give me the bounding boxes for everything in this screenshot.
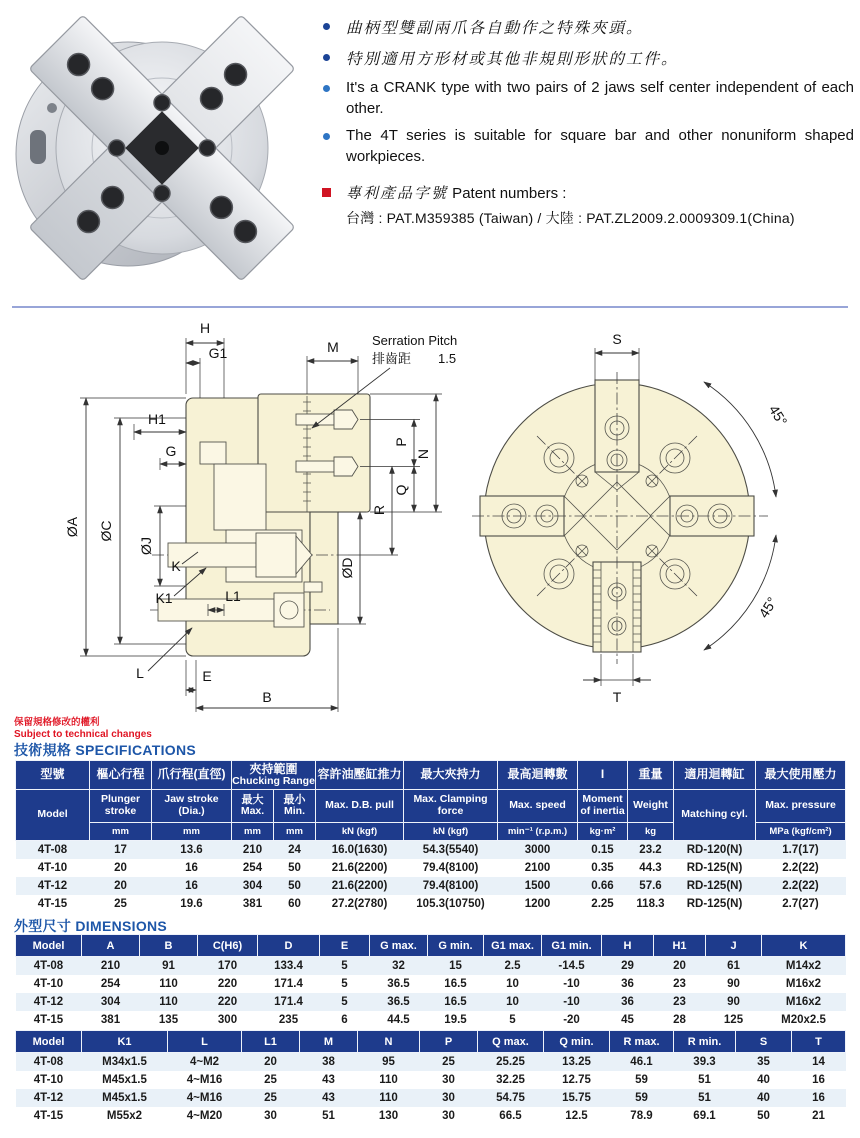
table-row: [16, 1107, 846, 1125]
value-cell: 10: [506, 978, 519, 990]
value-cell: 3000: [524, 844, 551, 856]
column-header: [232, 790, 274, 823]
value-cell: 66.5: [499, 1110, 522, 1122]
value-cell: 19.5: [444, 1014, 467, 1026]
unit-header: mm: [90, 823, 152, 841]
value-cell: 27.2(2780): [331, 898, 388, 910]
value-cell: 59: [635, 1092, 648, 1104]
value-cell: -10: [563, 978, 580, 990]
model-cell: 4T-12: [37, 880, 68, 892]
list-item: [320, 47, 854, 69]
value-cell: 2.5: [504, 960, 521, 972]
value-cell: 170: [217, 960, 238, 972]
column-header: Jaw stroke (Dia.): [152, 790, 232, 823]
column-header: Weight: [628, 790, 674, 823]
value-cell: 36.5: [387, 978, 410, 990]
model-cell: 4T-15: [37, 898, 68, 910]
value-cell: 171.4: [274, 996, 303, 1008]
value-cell: 16: [185, 862, 198, 874]
value-cell: 110: [379, 1092, 398, 1104]
value-cell: 25: [114, 898, 127, 910]
column-header: 最高迴轉數: [498, 761, 578, 790]
feature-text: 曲柄型雙副兩爪各自動作之特殊夾頭。: [346, 20, 644, 37]
column-header: R max.: [610, 1031, 674, 1053]
value-cell: 40: [757, 1092, 770, 1104]
value-cell: 36: [621, 996, 634, 1008]
unit-header: kg·m²: [578, 823, 628, 841]
value-cell: 13.6: [180, 844, 203, 856]
value-cell: 12.75: [562, 1074, 591, 1086]
value-cell: 59: [635, 1074, 648, 1086]
value-cell: 95: [382, 1056, 395, 1068]
value-cell: 43: [322, 1092, 335, 1104]
value-cell: 381: [100, 1014, 121, 1026]
column-header: 重量: [628, 761, 674, 790]
table-row: [16, 895, 846, 913]
unit-header: min⁻¹ (r.p.m.): [498, 823, 578, 841]
dim-label-s: S: [612, 331, 622, 347]
model-cell: 4T-10: [33, 978, 64, 990]
value-cell: 110: [379, 1074, 398, 1086]
unit-header: mm: [232, 823, 274, 841]
angle-label-upper: 45°: [765, 402, 791, 429]
column-header: M: [300, 1031, 358, 1053]
column-header: L1: [242, 1031, 300, 1053]
dim-label-b: B: [262, 689, 272, 705]
value-cell: M20x2.5: [781, 1014, 826, 1026]
column-header: Q max.: [478, 1031, 544, 1053]
serration-value: 1.5: [438, 351, 457, 366]
unit-header: kg: [628, 823, 674, 841]
value-cell: 381: [242, 898, 263, 910]
patent-numbers: 台灣 : PAT.M359385 (Taiwan) / 大陸 : PAT.ZL2009.2.0009309.1(China): [346, 209, 795, 226]
value-cell: 171.4: [274, 978, 303, 990]
value-cell: -14.5: [558, 960, 585, 972]
value-cell: 32.25: [496, 1074, 525, 1086]
value-cell: 79.4(8100): [422, 862, 479, 874]
value-cell: 0.35: [591, 862, 614, 874]
value-cell: 15.75: [562, 1092, 591, 1104]
table-row: [16, 841, 846, 860]
dimensions-table-2: [15, 1030, 846, 1125]
value-cell: 6: [341, 1014, 348, 1026]
table-row: [16, 877, 846, 895]
value-cell: 32: [392, 960, 405, 972]
model-cell: 4T-10: [33, 1074, 64, 1086]
column-header: Moment of inertia: [578, 790, 628, 823]
value-cell: 43: [322, 1074, 335, 1086]
dim-label-l: L: [136, 665, 144, 681]
value-cell: 25: [442, 1056, 455, 1068]
square-bullet-icon: [322, 188, 331, 197]
value-cell: 25: [264, 1092, 277, 1104]
column-header: J: [706, 935, 762, 957]
value-cell: 304: [100, 996, 121, 1008]
column-header: H1: [654, 935, 706, 957]
column-header: N: [358, 1031, 420, 1053]
side-view: [64, 320, 457, 712]
value-cell: 23: [673, 996, 686, 1008]
dim-label-e: E: [202, 668, 212, 684]
dim-label-p: P: [393, 437, 409, 447]
value-cell: 210: [242, 844, 263, 856]
column-header: G min.: [428, 935, 484, 957]
value-cell: 16: [185, 880, 198, 892]
value-cell: M14x2: [785, 960, 822, 972]
value-cell: 21.6(2200): [331, 862, 388, 874]
dim-label-g1: G1: [208, 345, 228, 361]
list-item: [320, 126, 854, 167]
column-header: 型號: [16, 761, 90, 790]
model-cell: 4T-08: [33, 960, 64, 972]
column-header: Max. speed: [498, 790, 578, 823]
value-cell: 16.5: [444, 996, 467, 1008]
value-cell: 28: [673, 1014, 686, 1026]
dim-label-m: M: [327, 339, 339, 355]
column-header: H: [602, 935, 654, 957]
bullet-icon: [323, 133, 330, 140]
column-header: I: [578, 761, 628, 790]
value-cell: 51: [322, 1110, 335, 1122]
value-cell: 1.7(17): [782, 844, 819, 856]
model-cell: 4T-15: [33, 1110, 64, 1122]
dim-label-dia-c: ØC: [98, 520, 114, 542]
note-en: Subject to technical changes: [14, 728, 152, 740]
dim-label-l1: L1: [225, 588, 241, 604]
dim-label-k1: K1: [155, 590, 173, 606]
value-cell: 50: [757, 1110, 770, 1122]
value-cell: 60: [288, 898, 301, 910]
value-cell: 5: [341, 978, 348, 990]
value-cell: 79.4(8100): [422, 880, 479, 892]
header-en: Chucking Range: [232, 774, 315, 787]
value-cell: 50: [288, 862, 301, 874]
column-header: K: [762, 935, 846, 957]
value-cell: 5: [341, 960, 348, 972]
value-cell: M45x1.5: [102, 1074, 147, 1086]
value-cell: 16.0(1630): [331, 844, 388, 856]
value-cell: 57.6: [639, 880, 662, 892]
dim-label-r: R: [371, 504, 387, 516]
value-cell: 50: [288, 880, 301, 892]
value-cell: 110: [159, 996, 178, 1008]
column-header: K1: [82, 1031, 168, 1053]
value-cell: 38: [322, 1056, 335, 1068]
column-header: Plunger stroke: [90, 790, 152, 823]
column-header: Q min.: [544, 1031, 610, 1053]
value-cell: 5: [509, 1014, 516, 1026]
feature-list: [320, 16, 854, 168]
value-cell: 44.3: [639, 862, 662, 874]
value-cell: 46.1: [630, 1056, 653, 1068]
table-row: [16, 993, 846, 1011]
column-header: [232, 761, 316, 790]
angle-label-lower: 45°: [755, 594, 781, 621]
value-cell: 4~M2: [189, 1056, 220, 1068]
patent-title-zh: 專利產品字號: [346, 185, 449, 202]
value-cell: 44.5: [387, 1014, 410, 1026]
column-header: [274, 790, 316, 823]
dim-label-g: G: [165, 443, 177, 459]
column-header: G max.: [370, 935, 428, 957]
dim-label-h1: H1: [148, 411, 166, 427]
column-header: E: [320, 935, 370, 957]
dim-label-dia-j: ØJ: [138, 537, 154, 555]
value-cell: RD-125(N): [686, 880, 743, 892]
serration-label-zh: 排齒距: [372, 351, 412, 366]
dim-label-n: N: [415, 448, 431, 460]
value-cell: 17: [114, 844, 127, 856]
dim-label-q: Q: [393, 484, 409, 496]
value-cell: 40: [757, 1074, 770, 1086]
value-cell: 29: [621, 960, 634, 972]
column-header: G1 min.: [542, 935, 602, 957]
value-cell: RD-125(N): [686, 862, 743, 874]
value-cell: 90: [727, 996, 740, 1008]
unit-header: mm: [274, 823, 316, 841]
value-cell: M16x2: [785, 978, 822, 990]
intro-section: [320, 16, 854, 228]
value-cell: 4~M16: [186, 1074, 223, 1086]
bullet-icon: [323, 23, 330, 30]
header-en: Max.: [240, 805, 265, 818]
value-cell: 304: [242, 880, 263, 892]
value-cell: 130: [378, 1110, 399, 1122]
table-row: [16, 1011, 846, 1029]
unit-header: kN (kgf): [316, 823, 404, 841]
table-row: [16, 1071, 846, 1089]
table-row: [16, 957, 846, 976]
table-row: [16, 975, 846, 993]
value-cell: 16: [812, 1092, 825, 1104]
value-cell: 30: [264, 1110, 277, 1122]
column-header: T: [792, 1031, 846, 1053]
value-cell: 20: [673, 960, 686, 972]
column-header: Model: [16, 1031, 82, 1053]
feature-text: It's a CRANK type with two pairs of 2 jaws self center independent of each other.: [346, 79, 854, 117]
dim-label-t: T: [612, 689, 622, 705]
unit-header: mm: [152, 823, 232, 841]
model-cell: 4T-10: [37, 862, 68, 874]
unit-header: kN (kgf): [404, 823, 498, 841]
value-cell: 300: [217, 1014, 238, 1026]
specifications-table: [15, 760, 846, 913]
column-header: A: [82, 935, 140, 957]
value-cell: 54.3(5540): [422, 844, 479, 856]
value-cell: M55x2: [106, 1110, 143, 1122]
feature-text: 特別適用方形材或其他非規則形狀的工件。: [346, 51, 679, 68]
value-cell: 15: [449, 960, 462, 972]
value-cell: 20: [264, 1056, 277, 1068]
column-header: S: [736, 1031, 792, 1053]
value-cell: 16.5: [444, 978, 467, 990]
value-cell: 105.3(10750): [416, 898, 485, 910]
value-cell: 54.75: [496, 1092, 525, 1104]
value-cell: 23: [673, 978, 686, 990]
value-cell: 21.6(2200): [331, 880, 388, 892]
value-cell: 45: [621, 1014, 634, 1026]
bullet-icon: [323, 54, 330, 61]
column-header: Model: [16, 935, 82, 957]
technical-drawing: [0, 314, 860, 718]
value-cell: 125: [723, 1014, 744, 1026]
value-cell: M45x1.5: [102, 1092, 147, 1104]
value-cell: 235: [278, 1014, 299, 1026]
value-cell: 30: [442, 1092, 455, 1104]
column-header: D: [258, 935, 320, 957]
value-cell: 21: [812, 1110, 825, 1122]
value-cell: 4~M16: [186, 1092, 223, 1104]
value-cell: 13.25: [562, 1056, 591, 1068]
column-header: Max. D.B. pull: [316, 790, 404, 823]
model-cell: 4T-08: [37, 844, 68, 856]
front-view: [472, 331, 791, 705]
value-cell: 12.5: [565, 1110, 588, 1122]
value-cell: 2.7(27): [782, 898, 819, 910]
note-zh: 保留規格修改的權利: [14, 717, 100, 728]
value-cell: 25.25: [496, 1056, 525, 1068]
value-cell: 14: [812, 1056, 825, 1068]
column-header: 適用迴轉缸: [674, 761, 756, 790]
value-cell: 1500: [524, 880, 551, 892]
serration-label-en: Serration Pitch: [372, 333, 458, 348]
value-cell: 2.25: [591, 898, 614, 910]
table-row: [16, 859, 846, 877]
dim-label-dia-d: ØD: [339, 557, 355, 579]
model-cell: 4T-15: [33, 1014, 64, 1026]
header-zh: 夾持範圍: [249, 761, 298, 776]
value-cell: M16x2: [785, 996, 822, 1008]
column-header: G1 max.: [484, 935, 542, 957]
value-cell: 90: [727, 978, 740, 990]
column-header: Model: [16, 790, 90, 841]
value-cell: 35: [757, 1056, 770, 1068]
value-cell: 254: [242, 862, 263, 874]
value-cell: 39.3: [693, 1056, 716, 1068]
value-cell: 0.15: [591, 844, 614, 856]
value-cell: M34x1.5: [102, 1056, 147, 1068]
value-cell: 19.6: [180, 898, 203, 910]
specifications-title: 技術規格 SPECIFICATIONS: [14, 742, 197, 758]
value-cell: 30: [442, 1110, 455, 1122]
list-item: [320, 78, 854, 119]
unit-header: MPa (kgf/cm²): [756, 823, 846, 841]
value-cell: 110: [159, 978, 178, 990]
dim-label-h: H: [199, 320, 211, 336]
patent-block: [320, 182, 854, 228]
dimensions-title: 外型尺寸 DIMENSIONS: [14, 918, 168, 934]
column-header: 容許油壓缸推力: [316, 761, 404, 790]
chuck-photo-illustration: [12, 12, 310, 292]
value-cell: 25: [264, 1074, 277, 1086]
value-cell: 0.66: [591, 880, 614, 892]
model-cell: 4T-12: [33, 996, 64, 1008]
column-header: 最大夾持力: [404, 761, 498, 790]
bullet-icon: [323, 85, 330, 92]
value-cell: 210: [100, 960, 121, 972]
product-photo: [12, 12, 310, 292]
column-header: Max. pressure: [756, 790, 846, 823]
value-cell: 2.2(22): [782, 862, 819, 874]
column-header: R min.: [674, 1031, 736, 1053]
dim-label-k: K: [171, 558, 181, 574]
value-cell: 220: [217, 978, 238, 990]
value-cell: 24: [288, 844, 301, 856]
value-cell: 36.5: [387, 996, 410, 1008]
value-cell: 5: [341, 996, 348, 1008]
value-cell: 10: [506, 996, 519, 1008]
value-cell: 1200: [524, 898, 551, 910]
column-header: 最大使用壓力: [756, 761, 846, 790]
value-cell: 2.2(22): [782, 880, 819, 892]
value-cell: 69.1: [693, 1110, 716, 1122]
dimensions-table-1: [15, 934, 846, 1029]
value-cell: 61: [727, 960, 740, 972]
header-zh: 最小: [283, 793, 306, 806]
value-cell: 51: [698, 1092, 711, 1104]
table-row: [16, 1053, 846, 1072]
model-cell: 4T-12: [33, 1092, 64, 1104]
separator-line: [12, 306, 848, 308]
column-header: Matching cyl.: [674, 790, 756, 841]
column-header: L: [168, 1031, 242, 1053]
value-cell: 20: [114, 880, 127, 892]
value-cell: 2100: [524, 862, 551, 874]
value-cell: 23.2: [639, 844, 662, 856]
value-cell: 30: [442, 1074, 455, 1086]
value-cell: 133.4: [274, 960, 303, 972]
value-cell: 51: [698, 1074, 711, 1086]
patent-title-en: Patent numbers :: [448, 184, 567, 202]
value-cell: 4~M20: [186, 1110, 223, 1122]
value-cell: 254: [100, 978, 121, 990]
value-cell: 36: [621, 978, 634, 990]
column-header: Max. Clamping force: [404, 790, 498, 823]
header-en: Min.: [284, 805, 305, 818]
value-cell: 78.9: [630, 1110, 653, 1122]
value-cell: RD-120(N): [686, 844, 743, 856]
value-cell: RD-125(N): [686, 898, 743, 910]
patent-title: [346, 182, 854, 203]
value-cell: 135: [158, 1014, 179, 1026]
column-header: P: [420, 1031, 478, 1053]
dim-label-dia-a: ØA: [64, 516, 80, 538]
value-cell: -10: [563, 996, 580, 1008]
column-header: 爪行程(直徑): [152, 761, 232, 790]
column-header: 樞心行程: [90, 761, 152, 790]
header-zh: 最大: [241, 793, 264, 806]
value-cell: 91: [162, 960, 175, 972]
table-row: [16, 1089, 846, 1107]
list-item: [320, 16, 854, 38]
value-cell: 20: [114, 862, 127, 874]
model-cell: 4T-08: [33, 1056, 64, 1068]
feature-text: The 4T series is suitable for square bar and other nonuniform shaped workpieces.: [346, 127, 854, 166]
column-header: B: [140, 935, 198, 957]
value-cell: 220: [217, 996, 238, 1008]
value-cell: 118.3: [636, 898, 665, 910]
value-cell: 16: [812, 1074, 825, 1086]
column-header: C(H6): [198, 935, 258, 957]
technical-changes-note: [14, 717, 152, 741]
value-cell: -20: [563, 1014, 580, 1026]
